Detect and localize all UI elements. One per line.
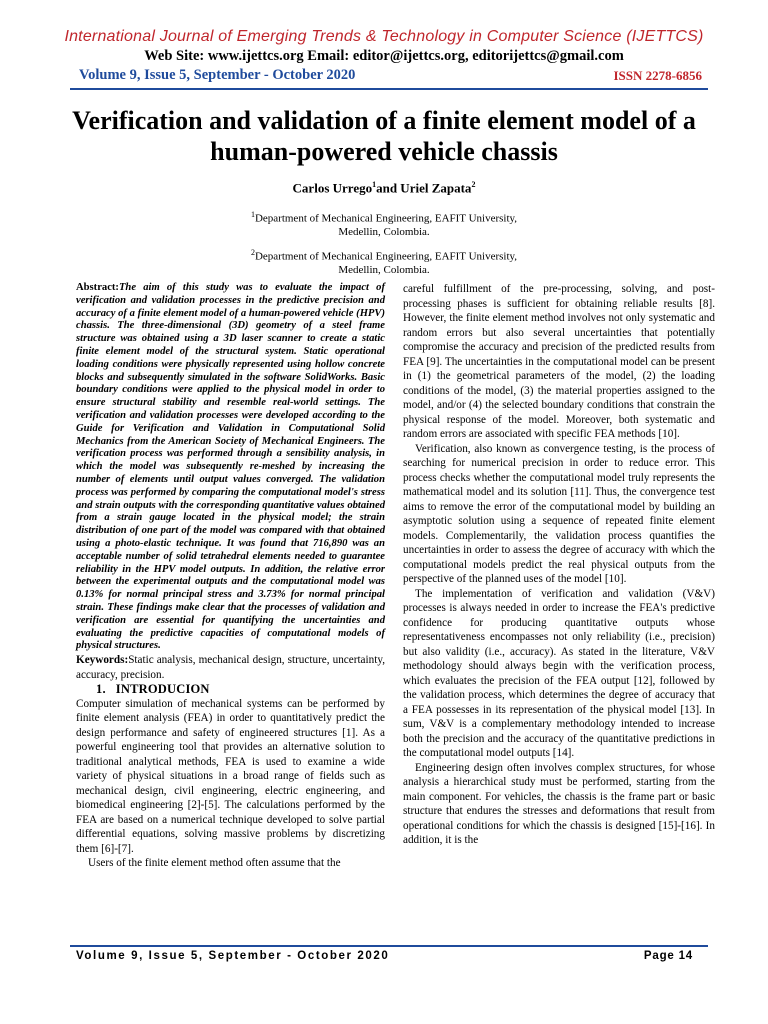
left-column [76,282,385,871]
keywords [76,653,385,682]
footer-volume: Volume 9, Issue 5, September - October 2020 [76,950,390,962]
affiliation-1 [0,208,768,239]
author-1-affil-mark: 1 [372,180,377,189]
footer-divider [70,945,708,947]
affiliation-2 [0,246,768,277]
section-title: INTRODUCION [115,682,210,697]
intro-paragraph-1: Computer simulation of mechanical systems can be performed by finite element analysis (FEA) in order to quantitatively predict the design performance and safety of engineered structures [1]. As a powerful engineering tool that provides an alternative solution to traditional analytical methods, FEA is used to examine a wide variety of physical situations in a broad range of fields such as mechanical design, civil engineering, electric engineering, and biomedical engineering [2]-[5]. The calculations performed by the FEA are based on a numerical technique developed to solve partial differential equations, solving massive problems by discretizing them [6]-[7]. [76,697,385,855]
issn: ISSN 2278-6856 [613,68,702,83]
abstract [76,282,385,653]
paper-title: Verification and validation of a finite element model of a human-powered vehicle chassis [72,106,696,166]
affiliation-2-mark: 2 [250,248,255,257]
affiliation-2-city: Medellin, Colombia. [338,263,430,276]
body-paragraph-3: The implementation of verification and validation (V&V) processes is always needed in order to increase the FEA's predictive confidence for producing quantitative outputs whose representativeness encompasses not only reliability (i.e., precision) but also validity (i.e., accuracy). As stated in the literature, V&V methodology should always begin with the verification process, which evaluates the precision of the FEA output [12], followed by the validation process, which determines the degree of accuracy that a FEA possesses in its representation of the physical model [13]. In sum, V&V is a complementary methodology intended to increase both the precision and the accuracy of the quantitative predictions in the computational model outputs [14]. [403,587,715,759]
keywords-text: Static analysis, mechanical design, structure, uncertainty, accuracy, precision. [76,654,385,681]
author-2: and Uriel Zapata [376,180,472,196]
journal-website: Web Site: www.ijettcs.org Email: editor@ijettcs.org, editorijettcs@gmail.com [144,48,624,64]
section-heading-introduction [76,682,385,697]
abstract-label: Abstract: [76,282,119,293]
abstract-text: The aim of this study was to evaluate the impact of verification and validation processes in the predictive precision and accuracy of a finite element model of a human-powered vehicle (HPV) chassis. The three-dimensional (3D) geometry of a steel frame structure was obtained using a 3D laser scanner to create a static finite element model of the structural system. Static operational loading conditions were physically represented using hollow concrete blocks and subsequently simulated in the software SolidWorks. Basic boundary conditions were applied to the physical model in order to ensure structural stability and resemble real-world settings. The verification and validation processes were developed according to the Guide for Verification and Validation in Computational Solid Mechanics from the American Society of Mechanical Engineers. The verification process was performed through a sensibility analysis, in which the model was subsequently re-meshed by increasing the number of elements until output values converged. The validation process was performed by comparing the computational model's stress and strain outputs with the corresponding quantitative values obtained from a strain gauge located in the physical model; the strain distribution of one part of the model was compared with that obtained using a photo-elastic technique. It was found that 716,890 was an acceptable number of solid tetrahedral elements needed to guarantee reliability in the HPV model outputs. In addition, the relative error between the experimental outputs and the computational model was 0.13% for normal principal stress and 3.73% for normal principal strain. These findings make clear that the processes of validation and verification are essential for quantifying the uncertainties and evaluating the predictive capacities of computational models of physical structures. [76,282,385,652]
author-1: Carlos Urrego [292,180,373,196]
affiliation-2-dept: Department of Mechanical Engineering, EAFIT University, [254,250,518,263]
affiliation-1-city: Medellin, Colombia. [338,225,430,238]
affiliation-1-mark: 1 [250,210,255,219]
section-number: 1. [96,682,106,697]
author-line [0,180,768,196]
affiliation-1-dept: Department of Mechanical Engineering, EAFIT University, [254,212,518,225]
header-divider [70,88,708,90]
body-paragraph-4: Engineering design often involves complex structures, for whose analysis a hierarchical study must be performed, starting from the main component. For vehicles, the chassis is the frame part or basic structure that endures the stresses and deformations that result from operational conditions for which the chassis is designed [15]-[16]. In addition, it is the [403,761,715,846]
body-paragraph-1: careful fulfillment of the pre-processing, solving, and post-processing phases is sufficient for obtaining reliable results [8]. However, the finite element method involves not only systematic and random errors but also several uncertainties that potentially compromise the accuracy and precision of the predicted results from FEA [9]. The uncertainties in the computational model can be present in (1) the geometrical parameters of the model, (2) the loading conditions of the model, (3) the material properties assigned to the model, and/or (4) the selected boundary conditions that constrain the physical response of the model. Moreover, both systematic and random errors are associated with specific FEA methods [10]. [403,283,715,440]
right-column [403,282,715,848]
intro-paragraph-2: Users of the finite element method often assume that the [88,857,341,870]
keywords-label: Keywords: [76,654,129,667]
page-number: Page 14 [643,950,693,962]
journal-name: International Journal of Emerging Trends & Technology in Computer Science (IJETTCS) [64,28,704,45]
volume-issue: Volume 9, Issue 5, September - October 2020 [79,67,356,83]
author-2-affil-mark: 2 [471,180,476,189]
body-paragraph-2: Verification, also known as convergence testing, is the process of searching for numerical precision in order to reduce error. This process checks whether the computational model truly represents the mathematical model and its solution [11]. Thus, the convergence test aims to remove the error of the computational model by building an asymptotic solution using a sequence of repeated finite element models. Complementarily, the validation process quantifies the uncertainties in order to assess the degree of accuracy with which the computational models predict the real physical outputs from the perspective of the planned uses of the model [10]. [403,442,715,585]
